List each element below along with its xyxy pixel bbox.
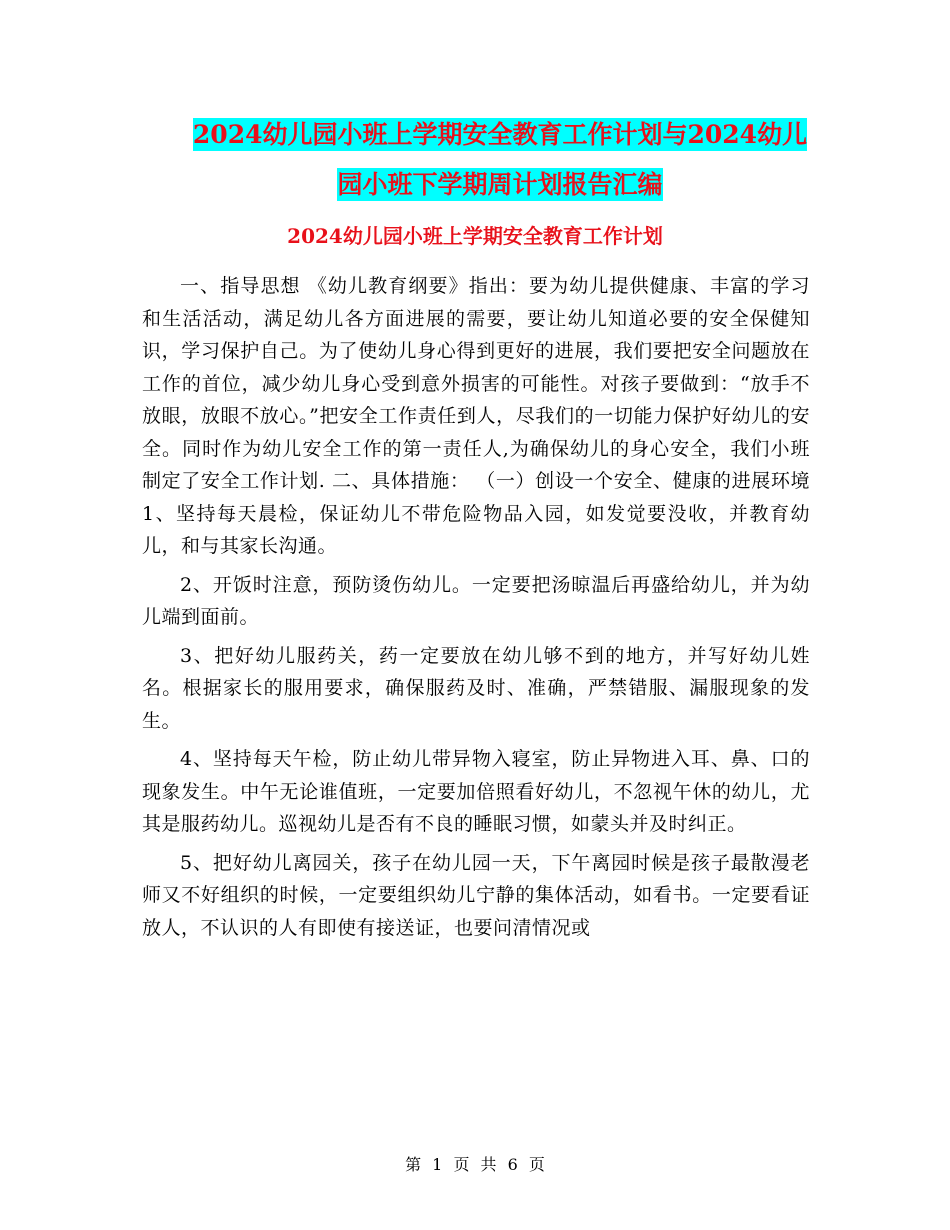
- document-title: [130, 110, 870, 210]
- document-title-line-1: 2024幼儿园小班上学期安全教育工作计划与2024幼儿: [192, 120, 808, 149]
- paragraph: 3、把好幼儿服药关，药一定要放在幼儿够不到的地方，并写好幼儿姓名。根据家长的服用要求，确保服药及时、准确，严禁错服、漏服现象的发生。: [142, 644, 810, 732]
- document-body: [142, 270, 810, 950]
- document-title-line-2: 园小班下学期周计划报告汇编: [337, 170, 663, 199]
- paragraph: 2、开饭时注意，预防烫伤幼儿。一定要把汤晾温后再盛给幼儿，并为幼儿端到面前。: [142, 573, 810, 628]
- paragraph: 5、把好幼儿离园关，孩子在幼儿园一天，下午离园时候是孩子最散漫老师又不好组织的时候，一定要组织幼儿宁静的集体活动，如看书。一定要看证放人，不认识的人有即使有接送证，也要问清情况或: [142, 851, 810, 939]
- page-number-footer: 第 1 页 共 6 页: [405, 1155, 545, 1174]
- paragraph: 4、坚持每天午检，防止幼儿带异物入寝室，防止异物进入耳、鼻、口的现象发生。中午无论谁值班，一定要加倍照看好幼儿，不忽视午休的幼儿，尤其是服药幼儿。巡视幼儿是否有不良的睡眠习惯，如蒙头并及时纠正。: [142, 748, 810, 835]
- section-title: 2024幼儿园小班上学期安全教育工作计划: [287, 224, 663, 248]
- paragraph: 一、指导思想 《幼儿教育纲要》指出：要为幼儿提供健康、丰富的学习和生活活动，满足幼儿各方面进展的需要，要让幼儿知道必要的安全保健知识，学习保护自己。为了使幼儿身心得到更好的进展，我们要把安全问题放在工作的首位，减少幼儿身心受到意外损害的可能性。对孩子要做到：“放手不放眼，放眼不放心。”把安全工作责任到人，尽我们的一切能力保护好幼儿的安全。同时作为幼儿安全工作的第一责任人,为确保幼儿的身心安全，我们小班制定了安全工作计划. 二、具体措施： （一）创设一个安全、健康的进展环境 1、坚持每天晨检，保证幼儿不带危险物品入园，如发觉要没收，并教育幼儿，和与其家长沟通。: [142, 275, 810, 557]
